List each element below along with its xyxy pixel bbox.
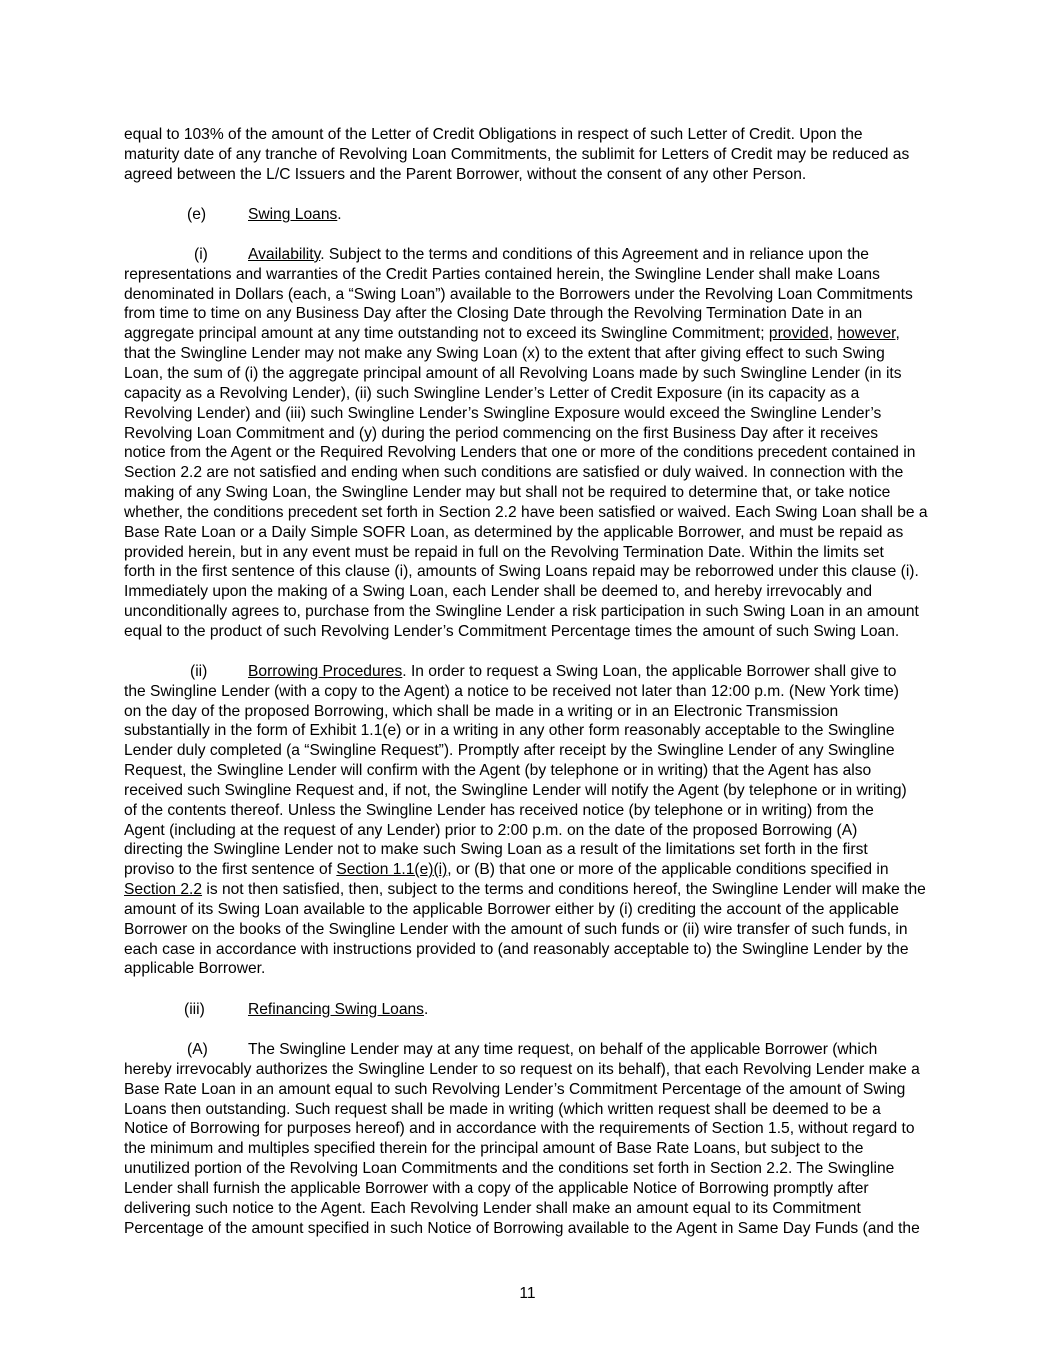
paragraph-line: Base Rate Loan or a Daily Simple SOFR Loan, as determined by the applicable Borrower, and must be repaid as (124, 524, 904, 541)
subsection-ii-first-line-text: . In order to request a Swing Loan, the applicable Borrower shall give to (402, 663, 897, 680)
paragraph-line: each case in accordance with instructions provided to (and reasonably acceptable to) the Swingline Lender by the (124, 941, 909, 958)
provided-term: provided (768, 325, 829, 342)
paragraph-line: the Swingline Lender (with a copy to the Agent) a notice to be received not later than 12:00 p.m. (New York time) (124, 683, 899, 700)
paragraph-line: representations and warranties of the Credit Parties contained herein, the Swingline Lender shall make Loans (124, 266, 880, 283)
proviso-comma: , (828, 325, 838, 342)
paragraph-line: Immediately upon the making of a Swing Loan, each Lender shall be deemed to, and hereby irrevocably and (124, 583, 873, 600)
subsection-iii-title: Refinancing Swing Loans (248, 1001, 424, 1018)
proviso-line (124, 324, 900, 344)
subsection-i-label: (i) (194, 246, 208, 263)
paragraph-line: whether, the conditions precedent set forth in Section 2.2 have been satisfied or waived. Each Swing Loan shall be a (124, 504, 928, 521)
reference-line (124, 880, 926, 900)
subsection-ii-first-line (248, 662, 896, 682)
paragraph-line: capacity as a Revolving Lender), (ii) such Swingline Lender’s Letter of Credit Exposure (in its capacity as a (124, 385, 860, 402)
paragraph-line: that the Swingline Lender may not make any Swing Loan (x) to the extent that after giving effect to such Swing (124, 345, 885, 362)
paragraph-line: forth in the first sentence of this clause (i), amounts of Swing Loans repaid may be reborrowed under this clause (i). (124, 563, 919, 580)
paragraph-line: unconditionally agrees to, purchase from the Swingline Lender a risk participation in such Swing Loan in an amount (124, 603, 919, 620)
reference-line (124, 860, 889, 880)
paragraph-line: denominated in Dollars (each, a “Swing Loan”) available to the Borrowers under the Revolving Loan Commitments (124, 286, 913, 303)
paragraph-line: applicable Borrower. (124, 960, 266, 977)
paragraph-line: Revolving Loan Commitment and (y) during the period commencing on the first Business Day after it receives (124, 425, 879, 442)
subsection-i-first-line (248, 245, 869, 265)
section-e-title: Swing Loans (248, 206, 338, 223)
paragraph-line: unutilized portion of the Revolving Loan Commitments and the conditions set forth in Section 2.2. The Swingline (124, 1160, 895, 1177)
paragraph-line: delivering such notice to the Agent. Each Revolving Lender shall make an amount equal to its Commitment (124, 1200, 861, 1217)
paragraph-line: provided herein, but in any event must be repaid in full on the Revolving Termination Date. Within the limits set (124, 544, 884, 561)
paragraph-line: Request, the Swingline Lender will confirm with the Agent (by telephone or in writing) that the Agent has also (124, 762, 872, 779)
paragraph-line: Loans then outstanding. Such request shall be made in writing (which written request shall be deemed to be a (124, 1101, 881, 1118)
clause-A-label: (A) (187, 1041, 208, 1058)
section-reference-1-1-e-i: Section 1.1(e)(i) (336, 861, 448, 878)
paragraph-line: on the day of the proposed Borrowing, which shall be made in a writing or in an Electronic Transmission (124, 703, 839, 720)
paragraph-line: Revolving Lender) and (iii) such Swingline Lender’s Swingline Exposure would exceed the Swingline Lender’s (124, 405, 882, 422)
paragraph-line: Agent (including at the request of any Lender) prior to 2:00 p.m. on the date of the proposed Borrowing (A) (124, 822, 858, 839)
subsection-iii-label: (iii) (184, 1001, 205, 1018)
reference-line-rest: is not then satisfied, then, subject to the terms and conditions hereof, the Swingline Lender will make the (202, 881, 926, 898)
paragraph-line: Section 2.2 are not satisfied and ending when such conditions are satisfied or duly waived. In connection with the (124, 464, 904, 481)
paragraph-line: maturity date of any tranche of Revolving Loan Commitments, the sublimit for Letters of Credit may be reduced as (124, 146, 910, 163)
section-e-punct: . (337, 206, 342, 223)
paragraph-line: the minimum and multiples specified therein for the principal amount of Base Rate Loans, but subject to the (124, 1140, 864, 1157)
subsection-iii-punct: . (423, 1001, 429, 1018)
subsection-ii-label: (ii) (190, 663, 208, 680)
subsection-iii-heading (248, 1000, 428, 1020)
paragraph-line: of the contents thereof. Unless the Swingline Lender has received notice (by telephone or in writing) from the (124, 802, 874, 819)
paragraph-line: Base Rate Loan in an amount equal to such Revolving Lender’s Commitment Percentage of the amount of Swing (124, 1081, 906, 1098)
paragraph-line: making of any Swing Loan, the Swingline Lender may but shall not be required to determine that, or take notice (124, 484, 891, 501)
paragraph-line: directing the Swingline Lender not to make such Swing Loan as a result of the limitations set forth in the first (124, 841, 868, 858)
page-number: 11 (519, 1285, 536, 1302)
paragraph-line: agreed between the L/C Issuers and the Parent Borrower, without the consent of any other Person. (124, 166, 807, 183)
paragraph-line: substantially in the form of Exhibit 1.1(e) or in a writing in any other form reasonably acceptable to the Swingline (124, 722, 895, 739)
section-reference-2-2: Section 2.2 (124, 881, 203, 898)
subsection-i-first-line-text: . Subject to the terms and conditions of this Agreement and in reliance upon the (320, 246, 869, 263)
reference-line-start: proviso to the first sentence of (124, 861, 337, 878)
paragraph-line: received such Swingline Request and, if not, the Swingline Lender will notify the Agent (by telephone or in writing) (124, 782, 907, 799)
paragraph-line: amount of its Swing Loan available to the applicable Borrower either by (i) crediting the account of the applicable (124, 901, 899, 918)
paragraph-line: equal to the product of such Revolving Lender’s Commitment Percentage times the amount of such Swing Loan. (124, 623, 900, 640)
proviso-line-start: aggregate principal amount at any time outstanding not to exceed its Swingline Commitment; (124, 325, 769, 342)
section-e-heading (248, 205, 342, 225)
paragraph-line: Notice of Borrowing for purposes hereof) and in accordance with the requirements of Section 1.5, without regard to (124, 1120, 915, 1137)
paragraph-line: Loan, the sum of (i) the aggregate principal amount of all Revolving Loans made by such Swingline Lender (in its (124, 365, 902, 382)
paragraph-line: Lender duly completed (a “Swingline Request”). Promptly after receipt by the Swingline Lender of any Swingline (124, 742, 895, 759)
proviso-line-end: , (895, 325, 900, 342)
paragraph-line: Borrower on the books of the Swingline Lender with the amount of such funds or (ii) wire transfer of such funds, in (124, 921, 908, 938)
paragraph-line: from time to time on any Business Day after the Closing Date through the Revolving Termination Date in an (124, 305, 863, 322)
section-e-label: (e) (187, 206, 207, 223)
paragraph-line: hereby irrevocably authorizes the Swingline Lender to so request on its behalf), that each Revolving Lender make a (124, 1061, 920, 1078)
paragraph-line: equal to 103% of the amount of the Letter of Credit Obligations in respect of such Letter of Credit. Upon the (124, 126, 863, 143)
paragraph-line: Percentage of the amount specified in such Notice of Borrowing available to the Agent in Same Day Funds (and the (124, 1220, 920, 1237)
paragraph-line: notice from the Agent or the Required Revolving Lenders that one or more of the conditions precedent contained in (124, 444, 916, 461)
however-term: however (837, 325, 896, 342)
reference-line-end: , or (B) that one or more of the applicable conditions specified in (447, 861, 889, 878)
paragraph-line: Lender shall furnish the applicable Borrower with a copy of the applicable Notice of Borrowing promptly after (124, 1180, 869, 1197)
subsection-ii-title: Borrowing Procedures (248, 663, 403, 680)
clause-A-first-line: The Swingline Lender may at any time request, on behalf of the applicable Borrower (which (248, 1041, 878, 1058)
subsection-i-title: Availability (248, 246, 321, 263)
